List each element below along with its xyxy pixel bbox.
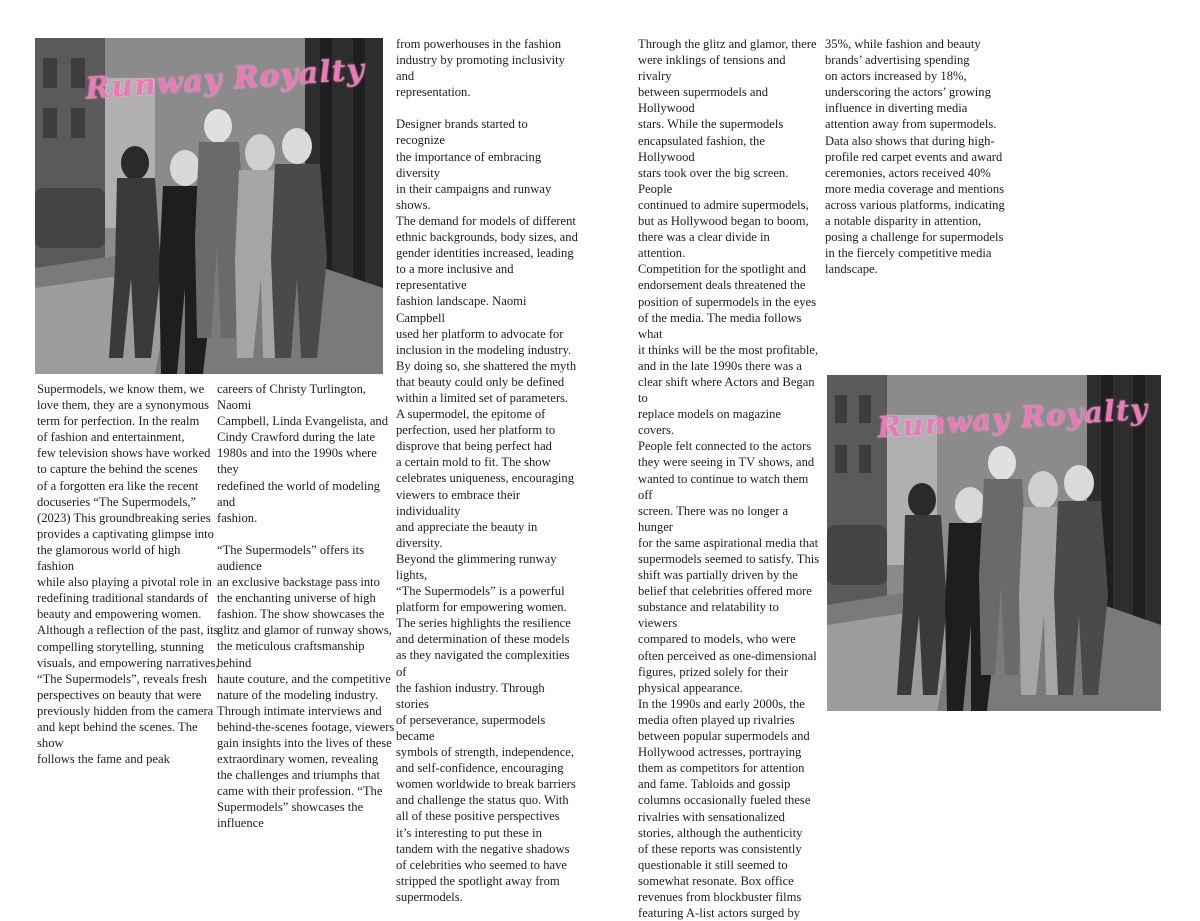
body-paragraph: from powerhouses in the fashion industry by promoting inclusivity and representation. bbox=[396, 37, 565, 100]
text-column-3 bbox=[396, 36, 578, 905]
body-paragraph: careers of Christy Turlington, Naomi Campbell, Linda Evangelista, and Cindy Crawford during the late 1980s and into the 1990s where they redefined the world of modeling and fashion. bbox=[217, 382, 389, 525]
photo-title-left: Runway Royalty bbox=[84, 52, 367, 107]
text-column-5 bbox=[825, 36, 1007, 277]
body-paragraph: Supermodels, we know them, we love them, they are a synonymous term for perfection. In the realm of fashion and entertainment, few television shows have worked to capture the behind the scenes of a forgotten era like the recent docuseries “The Supermodels,” (2023) This groundbreaking series provides a captivating glimpse into the glamorous world of high fashion while also playing a pivotal role in redefining traditional standards of beauty and empowering women. Although a reflection of the past, its compelling storytelling, stunning visuals, and empowering narratives, “The Supermodels”, reveals fresh perspectives on beauty that were previously hidden from the camera and kept behind the scenes. The show follows the fame and peak bbox=[37, 382, 219, 767]
supermodels-photo-left bbox=[35, 38, 383, 374]
supermodels-photo-right bbox=[827, 375, 1161, 711]
photo-title-right: Runway Royalty bbox=[876, 391, 1150, 445]
body-paragraph: “The Supermodels” offers its audience an exclusive backstage pass into the enchanting universe of high fashion. The show showcases the glitz and glamor of runway shows, the meticulous craftsmanship behind haute couture, and the competitive nature of the modeling industry. Through intimate interviews and behind-the-scenes footage, viewers gain insights into the lives of these extraordinary women, revealing the challenges and triumphs that came with their profession. “The Supermodels” showcases the influence bbox=[217, 542, 395, 831]
body-paragraph: Designer brands started to recognize the importance of embracing diversity in their campaigns and runway shows. The demand for models of different ethnic backgrounds, body sizes, and gender identities increased, leading to a more inclusive and representative fashion landscape. Naomi Campbell used her platform to advocate for inclusion in the modeling industry. By doing so, she shattered the myth that beauty could only be defined within a limited set of parameters. A supermodel, the epitome of perfection, used her platform to disprove that being perfect had a certain mold to fit. The show celebrates uniqueness, encouraging viewers to embrace their individuality and appreciate the beauty in diversity. Beyond the glimmering runway lights, “The Supermodels” is a powerful platform for empowering women. The series highlights the resilience and determination of these models as they navigated the complexities of the fashion industry. Through stories of perseverance, supermodels became symbols of strength, independence, and self-confidence, encouraging women worldwide to break barriers and challenge the status quo. With all of these positive perspectives it’s interesting to put these in tandem with the negative shadows of celebrities who seemed to have stripped the spotlight away from supermodels. bbox=[396, 117, 578, 904]
body-paragraph: 35%, while fashion and beauty brands’ advertising spending on actors increased by 18%, underscoring the actors’ growing influence in diverting media attention away from supermodels. Data also shows that during high- profile red carpet events and award ceremonies, actors received 40% more media coverage and mentions across various platforms, indicating a notable disparity in attention, posing a challenge for supermodels in the fiercely competitive media landscape. bbox=[825, 37, 1005, 277]
text-column-2 bbox=[217, 381, 397, 832]
body-paragraph: Through the glitz and glamor, there were inklings of tensions and rivalry between supermodels and Hollywood stars. While the supermodels encapsulated fashion, the Hollywood stars took over the big screen. People continued to admire supermodels, but as Hollywood began to boom, there was a clear divide in attention. Competition for the spotlight and endorsement deals threatened the position of supermodels in the eyes of the media. The media follows what it thinks will be the most profitable, and in the late 1990s there was a clear shift where Actors and Began to replace models on magazine covers. People felt connected to the actors they were seeing in TV shows, and wanted to continue to watch them off screen. There was no longer a hunger for the same aspirational media that supermodels seemed to satisfy. This shift was partially driven by the belief that celebrities offered more substance and relatability to viewers compared to models, who were often perceived as one-dimensional figures, prized solely for their physical appearance. In the 1990s and early 2000s, the media often played up rivalries between popular supermodels and Hollywood actresses, portraying them as competitors for attention and fame. Tabloids and gossip columns occasionally fueled these rivalries with sensationalized stories, although the authenticity of these reports was consistently questionable it still seemed to somewhat resonate. Box office revenues from blockbuster films featuring A-list actors surged by bbox=[638, 37, 820, 921]
text-column-1 bbox=[37, 381, 219, 767]
text-column-4 bbox=[638, 36, 820, 921]
